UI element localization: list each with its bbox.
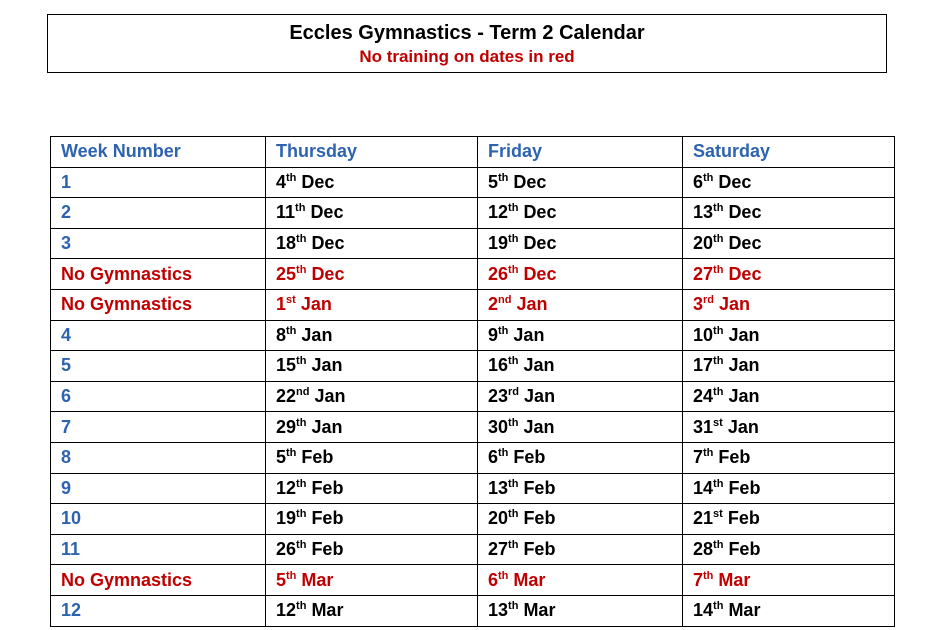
date-day-number: 12 — [276, 600, 297, 621]
table-row — [51, 442, 895, 473]
date-month: Mar — [301, 569, 334, 590]
date-ordinal-suffix: th — [713, 386, 724, 399]
table-row — [51, 289, 895, 320]
date-month: Mar — [523, 600, 556, 621]
friday-date-cell — [478, 473, 683, 504]
friday-date-cell — [478, 565, 683, 596]
thursday-date-cell — [266, 565, 478, 596]
friday-date-cell — [478, 381, 683, 412]
date-month: Dec — [523, 202, 557, 223]
week-number-cell: 2 — [51, 198, 266, 229]
table-row — [51, 595, 895, 626]
page-subtitle: No training on dates in red — [359, 47, 575, 66]
saturday-date-cell — [683, 595, 895, 626]
date-ordinal-suffix: nd — [296, 386, 310, 399]
thursday-date-cell — [266, 167, 478, 198]
date-day-number: 24 — [693, 386, 714, 407]
date-month: Feb — [728, 539, 761, 560]
week-number-cell: 6 — [51, 381, 266, 412]
table-row — [51, 534, 895, 565]
date-month: Jan — [523, 416, 555, 437]
saturday-date-cell — [683, 320, 895, 351]
date-day-number: 19 — [276, 508, 297, 529]
week-number-cell: No Gymnastics — [51, 565, 266, 596]
table-row — [51, 351, 895, 382]
friday-date-cell — [478, 534, 683, 565]
column-header-saturday: Saturday — [683, 137, 895, 168]
date-month: Feb — [727, 508, 760, 529]
week-number-cell: No Gymnastics — [51, 259, 266, 290]
column-header-friday: Friday — [478, 137, 683, 168]
friday-date-cell — [478, 228, 683, 259]
date-day-number: 12 — [488, 202, 509, 223]
date-ordinal-suffix: th — [296, 355, 307, 368]
week-number-cell: No Gymnastics — [51, 289, 266, 320]
table-row — [51, 504, 895, 535]
column-header-thursday: Thursday — [266, 137, 478, 168]
date-month: Dec — [310, 202, 344, 223]
date-ordinal-suffix: rd — [703, 294, 715, 307]
date-day-number: 13 — [488, 477, 509, 498]
date-month: Dec — [311, 263, 345, 284]
date-day-number: 26 — [488, 263, 509, 284]
date-ordinal-suffix: th — [286, 447, 297, 460]
date-day-number: 5 — [276, 447, 287, 468]
date-month: Jan — [301, 324, 333, 345]
date-month: Dec — [523, 233, 557, 254]
date-month: Jan — [513, 324, 545, 345]
date-ordinal-suffix: th — [508, 355, 519, 368]
page-title: Eccles Gymnastics - Term 2 Calendar — [289, 22, 645, 44]
saturday-date-cell — [683, 534, 895, 565]
friday-date-cell — [478, 198, 683, 229]
thursday-date-cell — [266, 351, 478, 382]
date-ordinal-suffix: th — [498, 171, 509, 184]
saturday-date-cell — [683, 289, 895, 320]
date-month: Feb — [718, 447, 751, 468]
saturday-date-cell — [683, 565, 895, 596]
date-day-number: 27 — [693, 263, 714, 284]
date-month: Mar — [718, 569, 751, 590]
date-day-number: 15 — [276, 355, 297, 376]
week-number-cell: 10 — [51, 504, 266, 535]
thursday-date-cell — [266, 412, 478, 443]
saturday-date-cell — [683, 167, 895, 198]
title-box — [47, 14, 887, 73]
date-ordinal-suffix: th — [286, 324, 297, 337]
date-month: Jan — [314, 386, 346, 407]
date-ordinal-suffix: th — [713, 233, 724, 246]
date-day-number: 11 — [276, 202, 296, 223]
date-month: Feb — [523, 477, 556, 498]
date-ordinal-suffix: th — [296, 477, 307, 490]
date-month: Feb — [301, 447, 334, 468]
table-row — [51, 381, 895, 412]
date-month: Jan — [311, 416, 343, 437]
table-row — [51, 320, 895, 351]
date-month: Jan — [727, 416, 759, 437]
date-month: Feb — [311, 477, 344, 498]
date-ordinal-suffix: th — [498, 324, 509, 337]
date-day-number: 16 — [488, 355, 509, 376]
saturday-date-cell — [683, 442, 895, 473]
date-day-number: 22 — [276, 386, 297, 407]
date-month: Mar — [311, 600, 344, 621]
date-month: Dec — [728, 263, 762, 284]
date-ordinal-suffix: nd — [498, 294, 512, 307]
date-month: Dec — [311, 233, 345, 254]
date-day-number: 8 — [276, 324, 287, 345]
thursday-date-cell — [266, 381, 478, 412]
date-ordinal-suffix: th — [508, 202, 519, 215]
date-month: Mar — [513, 569, 546, 590]
date-ordinal-suffix: th — [703, 447, 714, 460]
date-month: Dec — [728, 233, 762, 254]
date-ordinal-suffix: th — [703, 569, 714, 582]
date-day-number: 14 — [693, 600, 714, 621]
date-month: Dec — [523, 263, 557, 284]
date-month: Jan — [719, 294, 751, 315]
table-row — [51, 412, 895, 443]
date-ordinal-suffix: th — [498, 569, 509, 582]
date-ordinal-suffix: th — [508, 539, 519, 552]
date-day-number: 25 — [276, 263, 297, 284]
friday-date-cell — [478, 595, 683, 626]
friday-date-cell — [478, 320, 683, 351]
date-month: Feb — [523, 539, 556, 560]
week-number-cell: 8 — [51, 442, 266, 473]
date-day-number: 6 — [693, 171, 704, 192]
date-month: Dec — [728, 202, 762, 223]
date-ordinal-suffix: th — [508, 233, 519, 246]
calendar-table — [50, 136, 895, 627]
date-month: Jan — [300, 294, 332, 315]
date-month: Feb — [523, 508, 556, 529]
date-day-number: 12 — [276, 477, 297, 498]
thursday-date-cell — [266, 198, 478, 229]
date-day-number: 20 — [693, 233, 714, 254]
date-day-number: 26 — [276, 539, 297, 560]
date-day-number: 19 — [488, 233, 509, 254]
table-row — [51, 473, 895, 504]
date-month: Jan — [523, 355, 555, 376]
date-day-number: 18 — [276, 233, 297, 254]
week-number-cell: 1 — [51, 167, 266, 198]
friday-date-cell — [478, 259, 683, 290]
saturday-date-cell — [683, 351, 895, 382]
date-month: Dec — [718, 171, 752, 192]
date-day-number: 9 — [488, 324, 499, 345]
date-ordinal-suffix: th — [286, 569, 297, 582]
date-ordinal-suffix: st — [286, 294, 296, 307]
date-ordinal-suffix: th — [713, 600, 724, 613]
saturday-date-cell — [683, 412, 895, 443]
date-ordinal-suffix: th — [296, 416, 307, 429]
saturday-date-cell — [683, 228, 895, 259]
date-ordinal-suffix: th — [508, 477, 519, 490]
week-number-cell: 4 — [51, 320, 266, 351]
calendar-body — [51, 167, 895, 626]
date-day-number: 6 — [488, 569, 499, 590]
date-ordinal-suffix: th — [508, 416, 519, 429]
date-month: Jan — [728, 355, 760, 376]
date-ordinal-suffix: th — [296, 233, 307, 246]
date-day-number: 17 — [693, 355, 714, 376]
friday-date-cell — [478, 167, 683, 198]
date-month: Jan — [311, 355, 343, 376]
thursday-date-cell — [266, 504, 478, 535]
date-day-number: 13 — [488, 600, 509, 621]
friday-date-cell — [478, 504, 683, 535]
date-ordinal-suffix: th — [295, 202, 306, 215]
date-ordinal-suffix: st — [713, 508, 723, 521]
saturday-date-cell — [683, 198, 895, 229]
date-month: Feb — [513, 447, 546, 468]
date-day-number: 1 — [276, 294, 287, 315]
date-ordinal-suffix: th — [713, 539, 724, 552]
date-ordinal-suffix: st — [713, 416, 723, 429]
date-ordinal-suffix: th — [296, 600, 307, 613]
header-row — [51, 137, 895, 168]
friday-date-cell — [478, 289, 683, 320]
table-row — [51, 565, 895, 596]
week-number-cell: 9 — [51, 473, 266, 504]
date-ordinal-suffix: th — [713, 263, 724, 276]
date-month: Feb — [728, 477, 761, 498]
date-month: Dec — [513, 171, 547, 192]
thursday-date-cell — [266, 289, 478, 320]
date-ordinal-suffix: th — [286, 171, 297, 184]
table-row — [51, 198, 895, 229]
week-number-cell: 12 — [51, 595, 266, 626]
date-ordinal-suffix: th — [703, 171, 714, 184]
saturday-date-cell — [683, 381, 895, 412]
thursday-date-cell — [266, 320, 478, 351]
date-day-number: 29 — [276, 416, 297, 437]
date-day-number: 6 — [488, 447, 499, 468]
date-ordinal-suffix: th — [713, 477, 724, 490]
date-ordinal-suffix: th — [508, 600, 519, 613]
thursday-date-cell — [266, 442, 478, 473]
friday-date-cell — [478, 412, 683, 443]
table-row — [51, 259, 895, 290]
date-month: Feb — [311, 508, 344, 529]
date-day-number: 31 — [693, 416, 714, 437]
date-day-number: 21 — [693, 508, 714, 529]
date-day-number: 4 — [276, 171, 287, 192]
date-ordinal-suffix: th — [713, 202, 724, 215]
date-day-number: 30 — [488, 416, 509, 437]
date-day-number: 28 — [693, 539, 714, 560]
date-day-number: 5 — [488, 171, 499, 192]
date-ordinal-suffix: th — [508, 508, 519, 521]
date-day-number: 5 — [276, 569, 287, 590]
column-header-week-number: Week Number — [51, 137, 266, 168]
date-month: Feb — [311, 539, 344, 560]
date-day-number: 14 — [693, 477, 714, 498]
table-row — [51, 167, 895, 198]
thursday-date-cell — [266, 595, 478, 626]
thursday-date-cell — [266, 228, 478, 259]
date-month: Jan — [516, 294, 548, 315]
date-ordinal-suffix: th — [713, 324, 724, 337]
saturday-date-cell — [683, 473, 895, 504]
date-month: Jan — [524, 386, 556, 407]
date-day-number: 7 — [693, 569, 704, 590]
thursday-date-cell — [266, 534, 478, 565]
date-ordinal-suffix: rd — [508, 386, 520, 399]
date-day-number: 2 — [488, 294, 499, 315]
date-ordinal-suffix: th — [508, 263, 519, 276]
table-row — [51, 228, 895, 259]
saturday-date-cell — [683, 504, 895, 535]
week-number-cell: 5 — [51, 351, 266, 382]
thursday-date-cell — [266, 473, 478, 504]
week-number-cell: 3 — [51, 228, 266, 259]
date-month: Mar — [728, 600, 761, 621]
date-day-number: 27 — [488, 539, 509, 560]
date-day-number: 7 — [693, 447, 704, 468]
date-month: Jan — [728, 386, 760, 407]
date-day-number: 3 — [693, 294, 704, 315]
week-number-cell: 11 — [51, 534, 266, 565]
saturday-date-cell — [683, 259, 895, 290]
thursday-date-cell — [266, 259, 478, 290]
friday-date-cell — [478, 351, 683, 382]
date-ordinal-suffix: th — [498, 447, 509, 460]
date-ordinal-suffix: th — [296, 263, 307, 276]
date-day-number: 23 — [488, 386, 509, 407]
week-number-cell: 7 — [51, 412, 266, 443]
friday-date-cell — [478, 442, 683, 473]
date-month: Dec — [301, 171, 335, 192]
date-day-number: 10 — [693, 324, 714, 345]
date-month: Jan — [728, 324, 760, 345]
date-ordinal-suffix: th — [296, 539, 307, 552]
date-day-number: 20 — [488, 508, 509, 529]
date-day-number: 13 — [693, 202, 714, 223]
date-ordinal-suffix: th — [713, 355, 724, 368]
date-ordinal-suffix: th — [296, 508, 307, 521]
